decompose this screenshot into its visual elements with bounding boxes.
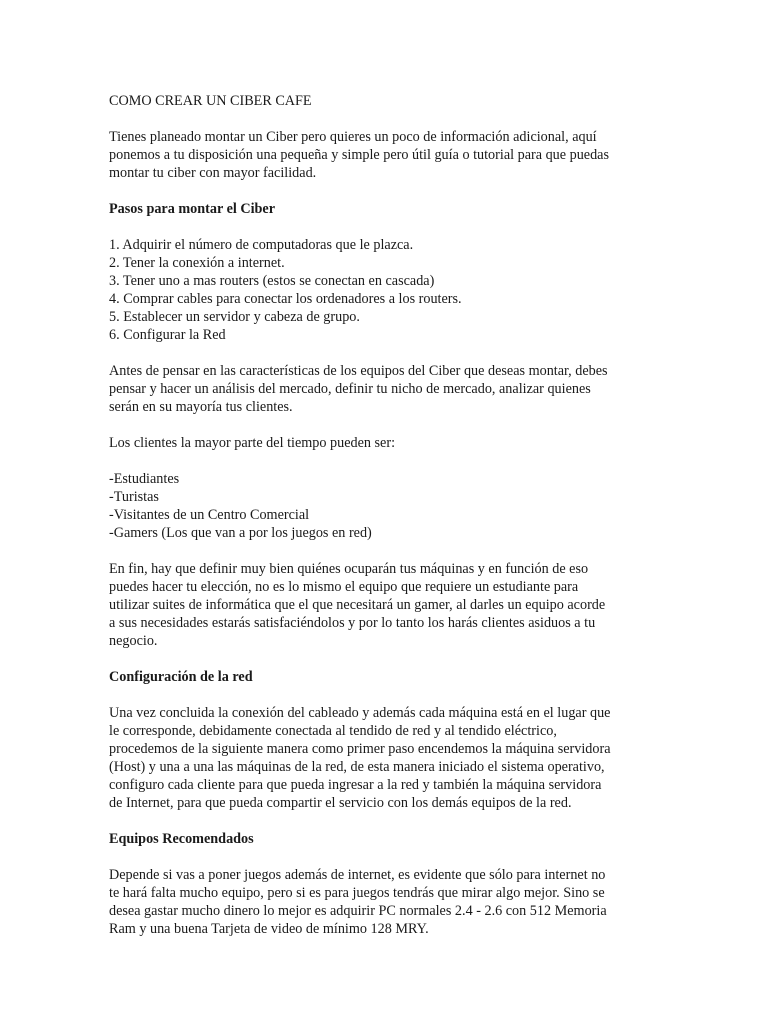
spacer bbox=[109, 182, 669, 200]
paragraph-line: serán en su mayoría tus clientes. bbox=[109, 399, 293, 415]
client-item: -Gamers (Los que van a por los juegos en red) bbox=[109, 525, 372, 541]
paragraph-line: Los clientes la mayor parte del tiempo pueden ser: bbox=[109, 435, 396, 451]
heading-equipos bbox=[109, 830, 669, 848]
paragraph-line: te hará falta mucho equipo, pero si es para juegos tendrás que mirar algo mejor. Sino se bbox=[109, 885, 605, 901]
client-item: -Visitantes de un Centro Comercial bbox=[109, 507, 310, 523]
spacer bbox=[109, 812, 669, 830]
step-item: 6. Configurar la Red bbox=[109, 327, 226, 343]
paragraph-line: En fin, hay que definir muy bien quiénes ocuparán tus máquinas y en función de eso bbox=[109, 561, 589, 577]
document-page bbox=[109, 92, 669, 938]
spacer bbox=[109, 650, 669, 668]
spacer bbox=[109, 848, 669, 866]
step-item: 2. Tener la conexión a internet. bbox=[109, 255, 285, 271]
step-item: 4. Comprar cables para conectar los ordenadores a los routers. bbox=[109, 291, 462, 307]
paragraph-line: negocio. bbox=[109, 633, 158, 649]
paragraph-line: utilizar suites de informática que el que necesitará un gamer, al darles un equipo acorde bbox=[109, 597, 606, 613]
spacer bbox=[109, 218, 669, 236]
spacer bbox=[109, 344, 669, 362]
paragraph-line: de Internet, para que pueda compartir el servicio con los demás equipos de la red. bbox=[109, 795, 572, 811]
heading-text: Configuración de la red bbox=[109, 669, 253, 685]
spacer bbox=[109, 542, 669, 560]
paragraph-line: Antes de pensar en las características de los equipos del Ciber que deseas montar, debes bbox=[109, 363, 608, 379]
paragraph-line: configuro cada cliente para que pueda ingresar a la red y también la máquina servidora bbox=[109, 777, 602, 793]
intro-line: montar tu ciber con mayor facilidad. bbox=[109, 165, 317, 181]
spacer bbox=[109, 110, 669, 128]
client-item: -Estudiantes bbox=[109, 471, 180, 487]
enfin-paragraph bbox=[109, 560, 669, 650]
antes-paragraph bbox=[109, 362, 669, 416]
heading-text: Equipos Recomendados bbox=[109, 831, 254, 847]
intro-line: Tienes planeado montar un Ciber pero quieres un poco de información adicional, aquí bbox=[109, 129, 597, 145]
paragraph-line: (Host) y una a una las máquinas de la red, de esta manera iniciado el sistema operativo, bbox=[109, 759, 605, 775]
intro-paragraph bbox=[109, 128, 669, 182]
steps-list bbox=[109, 236, 669, 344]
paragraph-line: puedes hacer tu elección, no es lo mismo el equipo que requiere un estudiante para bbox=[109, 579, 579, 595]
spacer bbox=[109, 686, 669, 704]
heading-pasos bbox=[109, 200, 669, 218]
spacer bbox=[109, 452, 669, 470]
paragraph-line: procedemos de la siguiente manera como primer paso encendemos la máquina servidora bbox=[109, 741, 611, 757]
paragraph-line: pensar y hacer un análisis del mercado, definir tu nicho de mercado, analizar quienes bbox=[109, 381, 591, 397]
paragraph-line: Ram y una buena Tarjeta de video de mínimo 128 MRY. bbox=[109, 921, 429, 937]
step-item: 3. Tener uno a mas routers (estos se conectan en cascada) bbox=[109, 273, 435, 289]
document-title bbox=[109, 92, 669, 110]
spacer bbox=[109, 416, 669, 434]
paragraph-line: le corresponde, debidamente conectada al tendido de red y al tendido eléctrico, bbox=[109, 723, 557, 739]
heading-text: Pasos para montar el Ciber bbox=[109, 201, 276, 217]
config-paragraph bbox=[109, 704, 669, 812]
intro-line: ponemos a tu disposición una pequeña y simple pero útil guía o tutorial para que puedas bbox=[109, 147, 609, 163]
paragraph-line: Depende si vas a poner juegos además de internet, es evidente que sólo para internet no bbox=[109, 867, 606, 883]
equipos-paragraph bbox=[109, 866, 669, 938]
step-item: 1. Adquirir el número de computadoras que le plazca. bbox=[109, 237, 414, 253]
paragraph-line: Una vez concluida la conexión del cableado y además cada máquina está en el lugar que bbox=[109, 705, 611, 721]
paragraph-line: desea gastar mucho dinero lo mejor es adquirir PC normales 2.4 - 2.6 con 512 Memoria bbox=[109, 903, 607, 919]
title-text: COMO CREAR UN CIBER CAFE bbox=[109, 93, 312, 109]
client-item: -Turistas bbox=[109, 489, 159, 505]
step-item: 5. Establecer un servidor y cabeza de grupo. bbox=[109, 309, 360, 325]
clientes-paragraph bbox=[109, 434, 669, 452]
heading-config bbox=[109, 668, 669, 686]
client-list bbox=[109, 470, 669, 542]
paragraph-line: a sus necesidades estarás satisfaciéndolos y por lo tanto los harás clientes asiduos a tu bbox=[109, 615, 596, 631]
